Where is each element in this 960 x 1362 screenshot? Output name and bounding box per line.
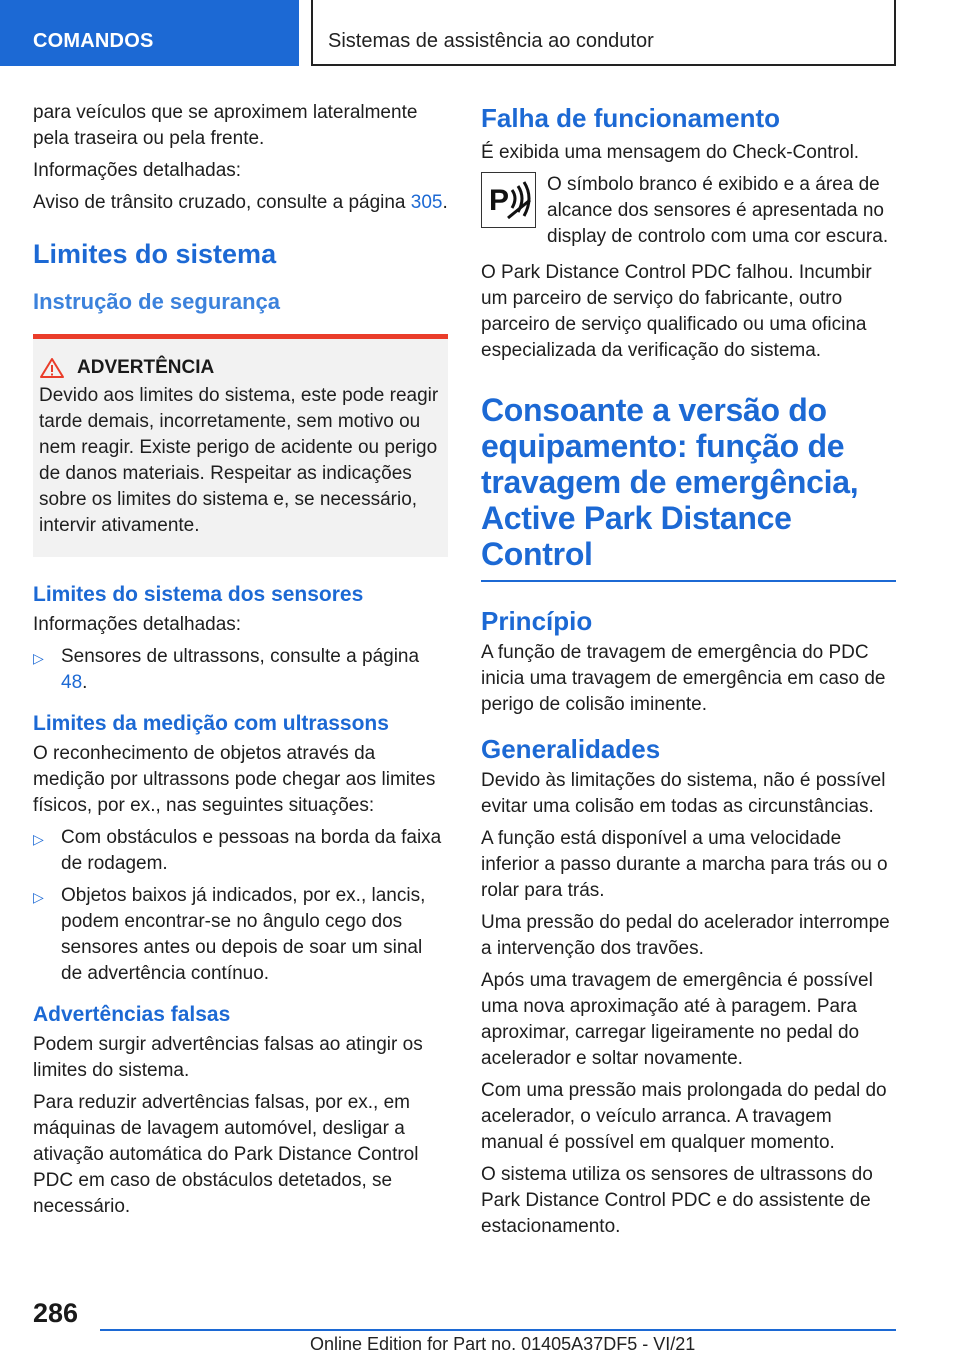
ultrasound-list	[33, 825, 448, 987]
pdc-fault-icon	[481, 172, 536, 228]
list-item: ▷ Com obstáculos e pessoas na borda da faixa de rodagem.	[33, 827, 442, 874]
paragraph: Informações detalhadas:	[33, 160, 242, 181]
icon-description: O símbolo branco é exibido e a área de alcance dos sensores é apresentada no display de controlo com uma cor escura.	[547, 174, 889, 247]
right-column	[481, 100, 896, 1246]
paragraph: Para reduzir advertências falsas, por ex., em máquinas de lavagem automóvel, desligar a ativação automática do Park Distance Control PDC em caso de obstáculos detetados, se necessário.	[33, 1092, 419, 1217]
paragraph-with-link: Aviso de trânsito cruzado, consulte a página 305.	[33, 192, 448, 213]
paragraph: Devido às limitações do sistema, não é possível evitar uma colisão em todas as circunstâncias.	[481, 770, 886, 817]
section-label: COMANDOS	[33, 30, 154, 52]
left-column	[33, 100, 448, 1226]
heading-principle: Princípio	[481, 606, 593, 636]
sensor-list	[33, 644, 448, 696]
svg-text:P: P	[488, 184, 509, 217]
paragraph: O Park Distance Control PDC falhou. Incumbir um parceiro de serviço do fabricante, outro parceiro de serviço qualificado ou uma oficina especializada da verificação do sistema.	[481, 262, 872, 361]
paragraph: O sistema utiliza os sensores de ultrassons do Park Distance Control PDC e do assistente de estacionamento.	[481, 1164, 873, 1237]
icon-row	[481, 172, 896, 250]
paragraph: A função está disponível a uma velocidade inferior a passo durante a marcha para trás ou o rolar para trás.	[481, 828, 888, 901]
paragraph: É exibida uma mensagem do Check-Control.	[481, 142, 860, 163]
warning-text: Devido aos limites do sistema, este pode reagir tarde demais, incorretamente, sem motivo ou nem reagir. Existe perigo de acidente ou perigo de danos materiais. Respeitar as indicações sobre os limites do sistema e, se necessário, intervir ativamente.	[39, 385, 439, 536]
paragraph: Com uma pressão mais prolongada do pedal do acelerador, o veículo arranca. A travagem manual é possível em qualquer momento.	[481, 1080, 887, 1153]
triangle-bullet-icon: ▷	[33, 889, 44, 905]
heading-generalities: Generalidades	[481, 734, 661, 764]
footer-rule	[100, 1329, 896, 1331]
warning-title-row	[39, 357, 440, 379]
page-link-48[interactable]: 48	[61, 672, 83, 693]
heading-malfunction: Falha de funcionamento	[481, 103, 781, 133]
triangle-bullet-icon: ▷	[33, 650, 44, 666]
edition-footer: Online Edition for Part no. 01405A37DF5 - VI/21	[310, 1334, 696, 1354]
heading-rule	[481, 580, 896, 582]
paragraph: Após uma travagem de emergência é possível uma nova aproximação até à paragem. Para aproximar, carregar ligeiramente no pedal do acelerador e soltar novamente.	[481, 970, 873, 1069]
list-item: ▷ Sensores de ultrassons, consulte a página 48.	[33, 646, 420, 693]
warning-box	[33, 334, 448, 557]
paragraph: Uma pressão do pedal do acelerador interrompe a intervenção dos travões.	[481, 912, 890, 959]
heading-ultrasound-limits: Limites da medição com ultrassons	[33, 712, 389, 735]
page-number: 286	[33, 1298, 79, 1328]
heading-false-warnings: Advertências falsas	[33, 1003, 231, 1026]
paragraph: Podem surgir advertências falsas ao atingir os limites do sistema.	[33, 1034, 423, 1081]
park-sensor-icon	[486, 178, 532, 222]
page-link-305[interactable]: 305	[410, 192, 443, 213]
heading-sensor-limits: Limites do sistema dos sensores	[33, 583, 364, 606]
triangle-bullet-icon: ▷	[33, 831, 44, 847]
chapter-title: Sistemas de assistência ao condutor	[328, 30, 654, 52]
list-item: ▷ Objetos baixos já indicados, por ex., lancis, podem encontrar-se no ângulo cego dos sensores antes ou depois de soar um sinal de advertência contínuo.	[33, 885, 426, 984]
paragraph: para veículos que se aproximem lateralmente pela traseira ou pela frente.	[33, 102, 418, 149]
section-tab	[0, 0, 299, 66]
chapter-title-box	[311, 0, 896, 66]
paragraph: A função de travagem de emergência do PDC inicia uma travagem de emergência em caso de perigo de colisão iminente.	[481, 642, 886, 715]
heading-emergency-braking: Consoante a versão do equipamento: função de travagem de emergência, Active Park Distance Control	[481, 392, 859, 572]
paragraph: O reconhecimento de objetos através da medição por ultrassons pode chegar aos limites físicos, por ex., nas seguintes situações:	[33, 743, 436, 816]
heading-safety-instruction: Instrução de segurança	[33, 289, 280, 314]
paragraph: Informações detalhadas:	[33, 614, 242, 635]
warning-title: ADVERTÊNCIA	[77, 357, 215, 378]
heading-system-limits: Limites do sistema	[33, 239, 277, 269]
warning-triangle-icon	[39, 357, 65, 379]
